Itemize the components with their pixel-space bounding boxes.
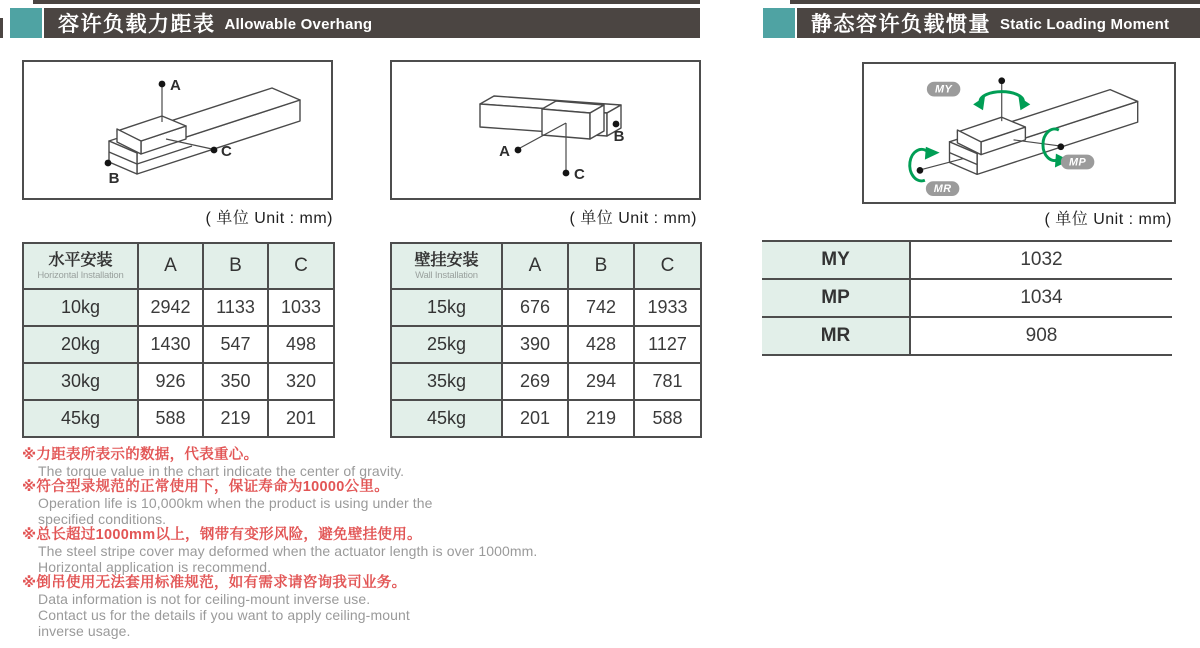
- load-label: 25kg: [391, 326, 502, 363]
- section-title-en: Static Loading Moment: [1000, 16, 1170, 33]
- moment-value: 908: [910, 317, 1172, 355]
- moment-label: MR: [762, 317, 910, 355]
- table-row: [762, 241, 1172, 279]
- load-label: 20kg: [23, 326, 138, 363]
- wall-installation-table: [390, 242, 702, 438]
- moment-label: MP: [762, 279, 910, 317]
- cell-c: 498: [268, 326, 334, 363]
- static-loading-moment-table: [762, 240, 1172, 356]
- cell-b: 350: [203, 363, 268, 400]
- cell-b: 742: [568, 289, 634, 326]
- install-type-zh: 壁挂安装: [414, 252, 479, 269]
- load-label: 45kg: [391, 400, 502, 437]
- cropped-edge-artifact: [0, 18, 3, 38]
- moment-actuator-drawing: [864, 64, 1170, 198]
- footnote-zh: ※符合型录规范的正常使用下，保证寿命为10000公里。: [22, 479, 390, 495]
- cell-b: 219: [568, 400, 634, 437]
- footnote-en: specified conditions.: [38, 511, 167, 527]
- cell-b: 428: [568, 326, 634, 363]
- footnote-en: Operation life is 10,000km when the product is using under the: [38, 495, 433, 511]
- footnote-en: Contact us for the details if you want to apply ceiling-mount: [38, 607, 410, 623]
- cell-a: 676: [502, 289, 568, 326]
- section-title-zh: 静态容许负载惯量: [811, 13, 991, 36]
- cell-c: 201: [268, 400, 334, 437]
- cell-c: 1033: [268, 289, 334, 326]
- col-header-c: C: [634, 243, 701, 289]
- load-label: 45kg: [23, 400, 138, 437]
- col-header-b: B: [568, 243, 634, 289]
- wall-actuator-drawing: [392, 62, 699, 198]
- table-row: [23, 289, 334, 326]
- accent-square-left: [10, 8, 42, 38]
- rotation-arrow-mr: [910, 147, 940, 181]
- cell-b: 219: [203, 400, 268, 437]
- table-row: [391, 326, 701, 363]
- point-label-c: C: [221, 143, 232, 160]
- footnote-zh: ※倒吊使用无法套用标准规范，如有需求请咨询我司业务。: [22, 575, 407, 591]
- table-row: [23, 326, 334, 363]
- col-header-a: A: [502, 243, 568, 289]
- horizontal-actuator-drawing: [24, 62, 331, 198]
- footnote-en: The steel stripe cover may deformed when the actuator length is over 1000mm.: [38, 543, 538, 559]
- cell-c: 1933: [634, 289, 701, 326]
- table-row: [391, 400, 701, 437]
- cell-b: 294: [568, 363, 634, 400]
- load-label: 10kg: [23, 289, 138, 326]
- point-label-c: C: [574, 166, 585, 183]
- section-title-zh: 容许负载力距表: [58, 13, 216, 36]
- diagram-wall-installation: [390, 60, 701, 200]
- diagram-horizontal-installation: [22, 60, 333, 200]
- footnote-en: Data information is not for ceiling-mount inverse use.: [38, 591, 371, 607]
- footnote-en: inverse usage.: [38, 623, 131, 639]
- load-label: 15kg: [391, 289, 502, 326]
- moment-value: 1032: [910, 241, 1172, 279]
- cell-a: 926: [138, 363, 203, 400]
- col-header-b: B: [203, 243, 268, 289]
- point-label-b: B: [108, 170, 120, 187]
- cell-c: 781: [634, 363, 701, 400]
- footnote-en: Horizontal application is recommend.: [38, 559, 272, 575]
- install-type-zh: 水平安装: [48, 252, 113, 269]
- install-type-en: Wall Installation: [415, 270, 478, 281]
- cell-c: 320: [268, 363, 334, 400]
- unit-caption: ( 单位 Unit : mm): [569, 210, 697, 227]
- diagram-static-loading-moment: [862, 62, 1176, 204]
- accent-square-right: [763, 8, 795, 38]
- load-label: 30kg: [23, 363, 138, 400]
- point-label-b: B: [613, 128, 625, 145]
- badge-label-my: MY: [934, 83, 953, 96]
- section-header-allowable-overhang: [44, 8, 700, 38]
- slider-block: [542, 101, 604, 139]
- badge-label-mr: MR: [933, 183, 952, 196]
- cell-a: 269: [502, 363, 568, 400]
- footnotes: [22, 447, 682, 639]
- table-row: [391, 363, 701, 400]
- footnote-zh: ※力距表所表示的数据，代表重心。: [22, 447, 259, 463]
- table-row: [762, 317, 1172, 355]
- cropped-top-strip-left: [33, 0, 700, 4]
- row-header-title: [391, 243, 502, 289]
- table-row: [23, 400, 334, 437]
- section-title-en: Allowable Overhang: [224, 16, 373, 33]
- moment-badge-my: [927, 82, 961, 97]
- moment-value: 1034: [910, 279, 1172, 317]
- cell-b: 1133: [203, 289, 268, 326]
- cell-a: 2942: [138, 289, 203, 326]
- cell-c: 1127: [634, 326, 701, 363]
- footnote-zh: ※总长超过1000mm以上，钢带有变形风险，避免壁挂使用。: [22, 527, 422, 543]
- moment-label: MY: [762, 241, 910, 279]
- unit-caption: ( 单位 Unit : mm): [205, 210, 333, 227]
- table-row: [391, 289, 701, 326]
- cell-a: 1430: [138, 326, 203, 363]
- footnote-en: The torque value in the chart indicate the center of gravity.: [38, 463, 405, 479]
- install-type-en: Horizontal Installation: [37, 270, 124, 281]
- cropped-top-strip-right: [790, 0, 1200, 4]
- moment-badge-mp: [1061, 155, 1095, 170]
- row-header-title: [23, 243, 138, 289]
- point-label-a: A: [499, 143, 510, 160]
- horizontal-installation-table: [22, 242, 335, 438]
- point-label-a: A: [170, 77, 181, 94]
- cell-b: 547: [203, 326, 268, 363]
- table-row: [762, 279, 1172, 317]
- col-header-a: A: [138, 243, 203, 289]
- load-label: 35kg: [391, 363, 502, 400]
- moment-badge-mr: [926, 181, 960, 196]
- cell-a: 588: [138, 400, 203, 437]
- section-header-static-loading-moment: [797, 8, 1200, 38]
- cell-a: 201: [502, 400, 568, 437]
- cell-c: 588: [634, 400, 701, 437]
- cell-a: 390: [502, 326, 568, 363]
- table-row: [23, 363, 334, 400]
- badge-label-mp: MP: [1068, 156, 1087, 169]
- col-header-c: C: [268, 243, 334, 289]
- unit-caption: ( 单位 Unit : mm): [1044, 211, 1172, 228]
